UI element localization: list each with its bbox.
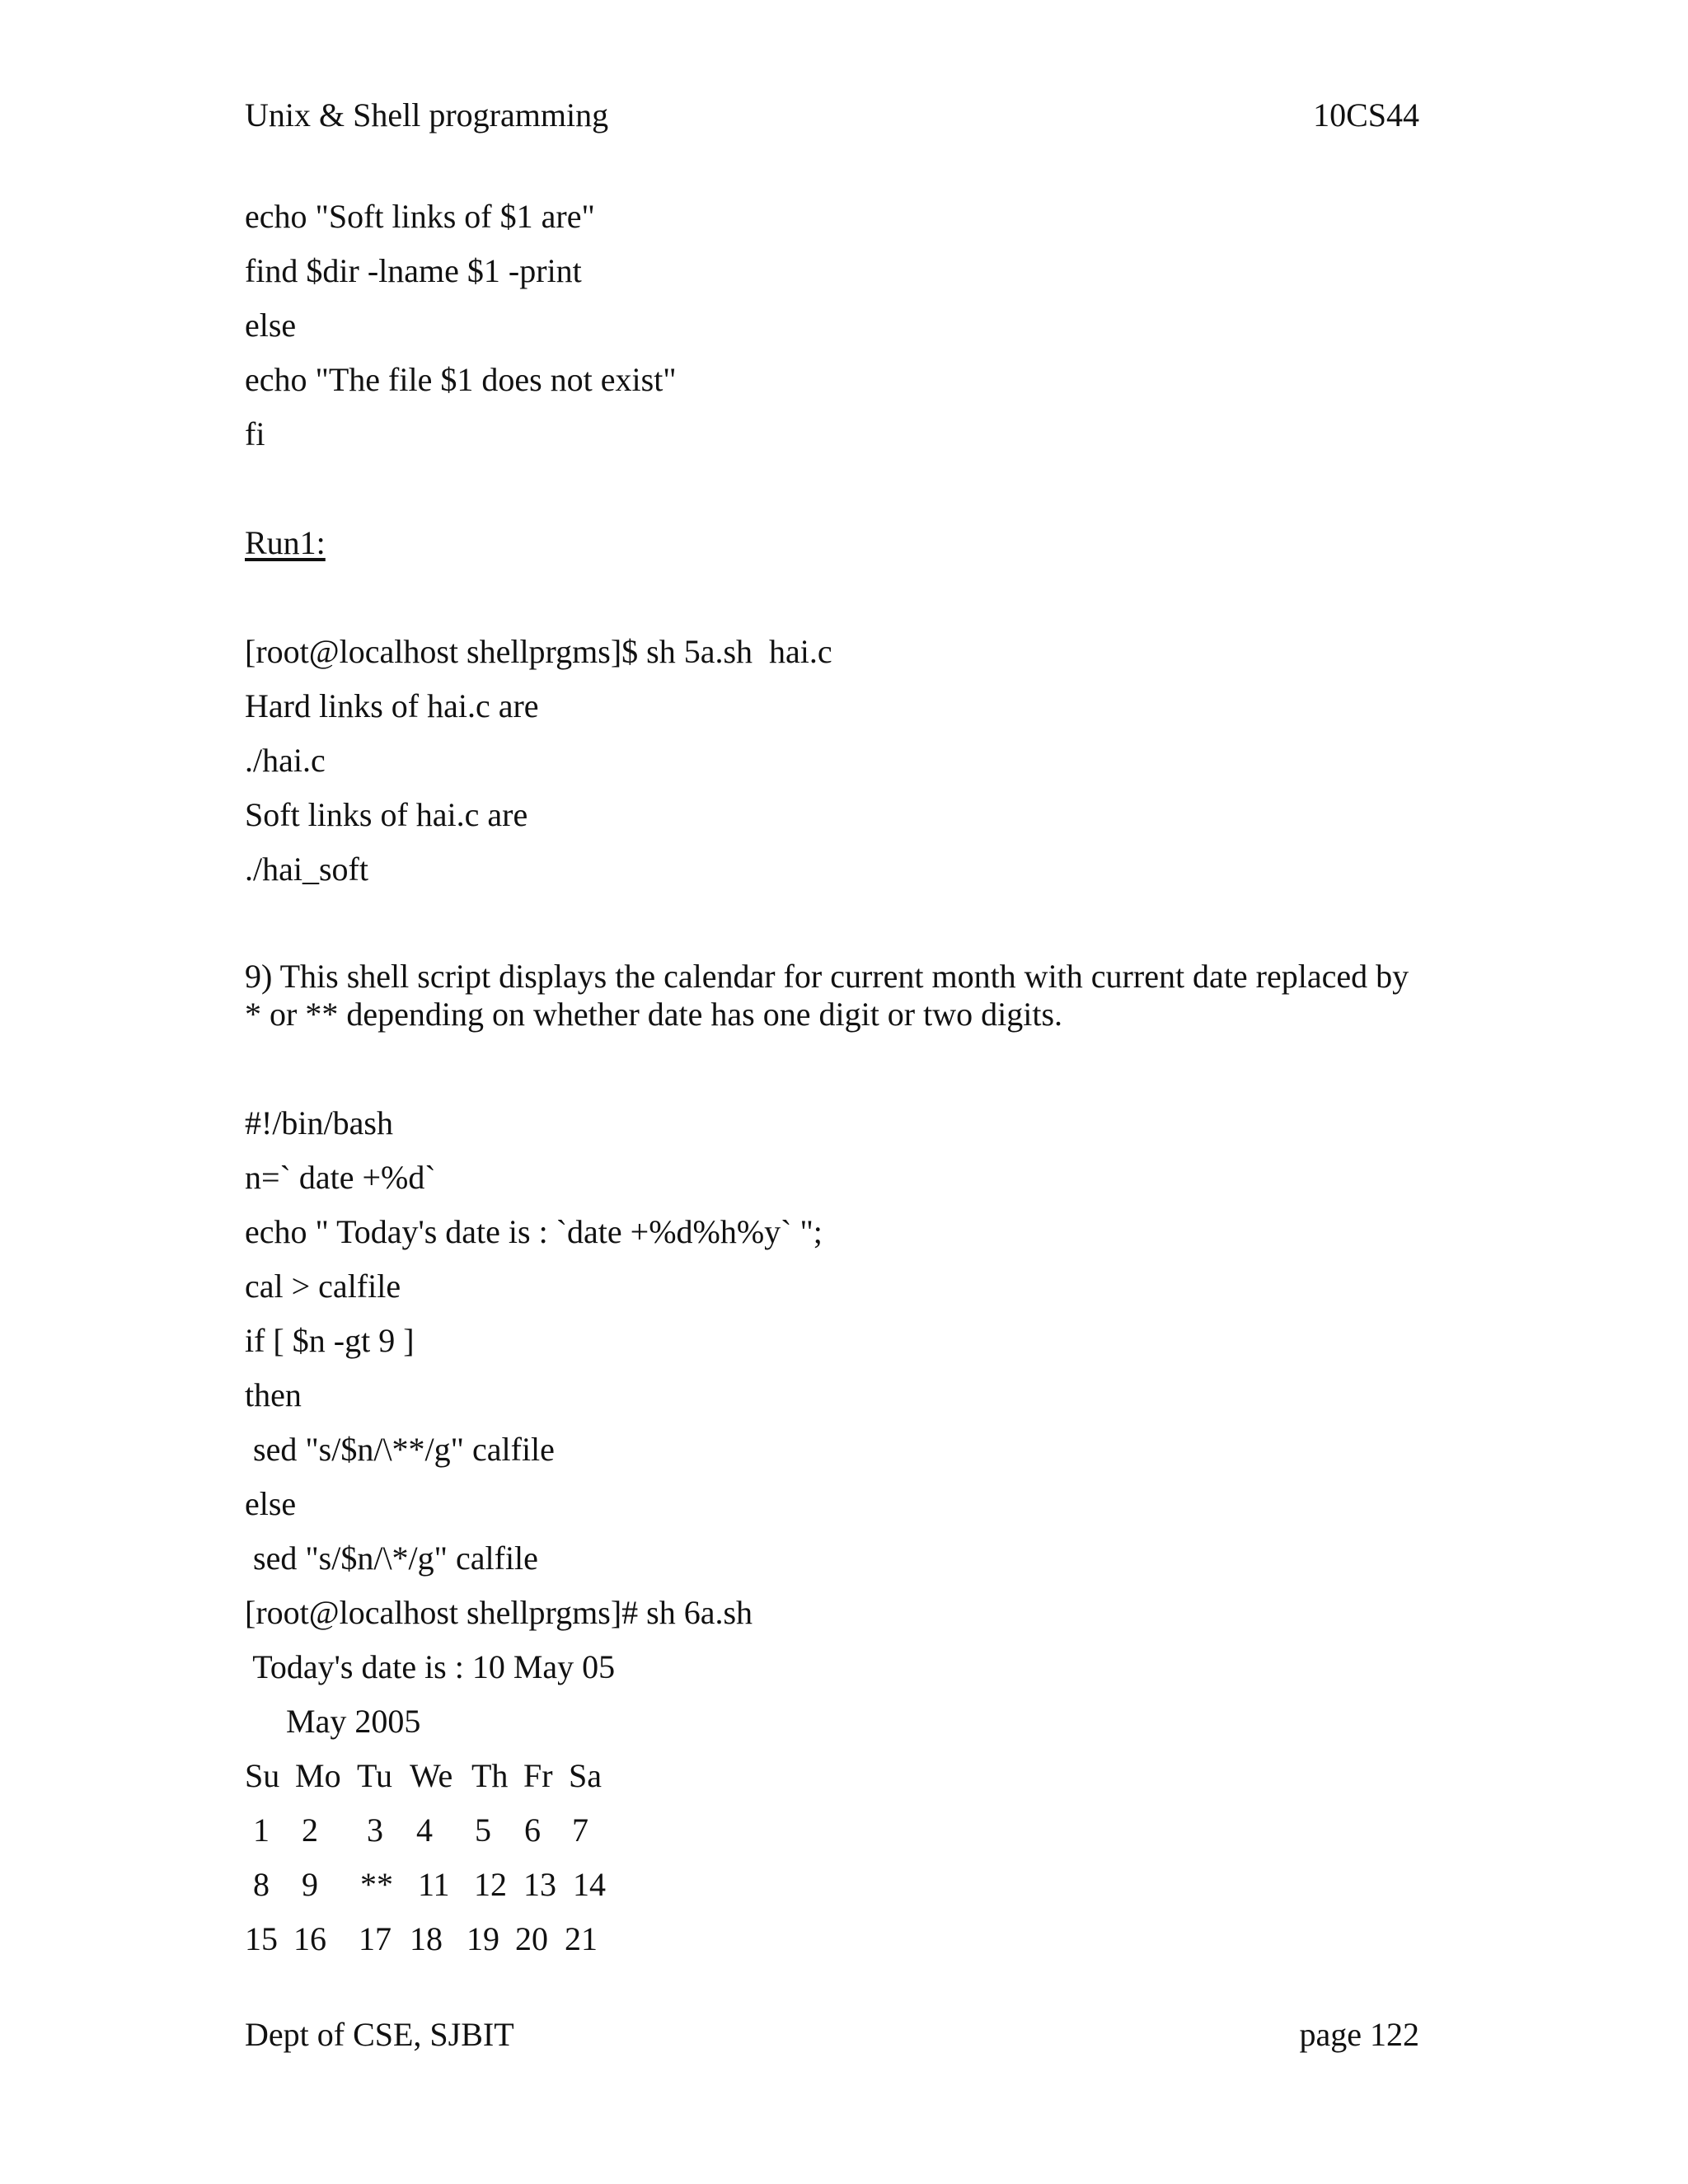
code-line: cal > calfile xyxy=(245,1268,401,1305)
calendar-day-header: We xyxy=(410,1757,453,1794)
output-line: ./hai_soft xyxy=(245,851,368,888)
code-line: echo "The file $1 does not exist" xyxy=(245,361,677,398)
calendar-day: 16 xyxy=(293,1920,326,1957)
output-line: [root@localhost shellprgms]# sh 6a.sh xyxy=(245,1594,753,1631)
calendar-title: May 2005 xyxy=(245,1703,421,1740)
code-line: sed "s/$n/\*/g" calfile xyxy=(245,1540,538,1577)
calendar-day: 18 xyxy=(410,1920,443,1957)
code-line: find $dir -lname $1 -print xyxy=(245,252,582,289)
run1-heading: Run1: xyxy=(245,524,326,561)
calendar-day: 20 xyxy=(515,1920,548,1957)
output-line: Hard links of hai.c are xyxy=(245,687,539,724)
output-line: [root@localhost shellprgms]$ sh 5a.sh hai.c xyxy=(245,633,832,670)
code-line: else xyxy=(245,307,297,344)
code-line: else xyxy=(245,1485,297,1522)
code-line: echo " Today's date is : `date +%d%h%y` "; xyxy=(245,1213,823,1250)
footer-page-number: page 122 xyxy=(1299,2016,1419,2053)
footer-department: Dept of CSE, SJBIT xyxy=(245,2016,514,2053)
code-line: echo "Soft links of $1 are" xyxy=(245,198,595,235)
calendar-day: 9 xyxy=(302,1866,318,1903)
output-line: ./hai.c xyxy=(245,742,326,779)
calendar-day: 3 xyxy=(367,1811,383,1849)
code-line: sed "s/$n/\**/g" calfile xyxy=(245,1431,555,1468)
calendar-day-header: Th xyxy=(471,1757,509,1794)
output-line: Soft links of hai.c are xyxy=(245,796,528,833)
calendar-day: 11 xyxy=(418,1866,450,1903)
calendar-day-highlighted: ** xyxy=(360,1866,393,1903)
calendar-day: 1 xyxy=(253,1811,270,1849)
code-line: if [ $n -gt 9 ] xyxy=(245,1322,415,1359)
calendar-day: 4 xyxy=(416,1811,433,1849)
calendar-day: 12 xyxy=(474,1866,507,1903)
output-line: Today's date is : 10 May 05 xyxy=(245,1648,616,1685)
calendar-day-header: Fr xyxy=(523,1757,553,1794)
question-paragraph: 9) This shell script displays the calendar for current month with current date replaced by * or ** depending on whether date has one digit or two digits. xyxy=(245,958,1409,1033)
calendar-day: 13 xyxy=(523,1866,556,1903)
code-line: n=` date +%d` xyxy=(245,1159,436,1196)
calendar-day: 5 xyxy=(475,1811,491,1849)
header-course-code: 10CS44 xyxy=(1313,96,1419,134)
code-line: then xyxy=(245,1376,302,1413)
calendar-day: 8 xyxy=(253,1866,270,1903)
calendar-day: 21 xyxy=(565,1920,598,1957)
calendar-day: 7 xyxy=(572,1811,588,1849)
calendar-day: 15 xyxy=(245,1920,278,1957)
calendar-day-header: Mo xyxy=(295,1757,341,1794)
calendar-day-header: Su xyxy=(245,1757,280,1794)
calendar-day: 17 xyxy=(359,1920,392,1957)
calendar-day: 14 xyxy=(573,1866,606,1903)
calendar-day: 19 xyxy=(467,1920,499,1957)
header-course-title: Unix & Shell programming xyxy=(245,96,609,134)
calendar-day-header: Sa xyxy=(569,1757,602,1794)
code-line: fi xyxy=(245,415,265,452)
calendar-day: 6 xyxy=(524,1811,541,1849)
calendar-day: 2 xyxy=(302,1811,318,1849)
calendar-day-header: Tu xyxy=(357,1757,393,1794)
code-line: #!/bin/bash xyxy=(245,1104,393,1141)
